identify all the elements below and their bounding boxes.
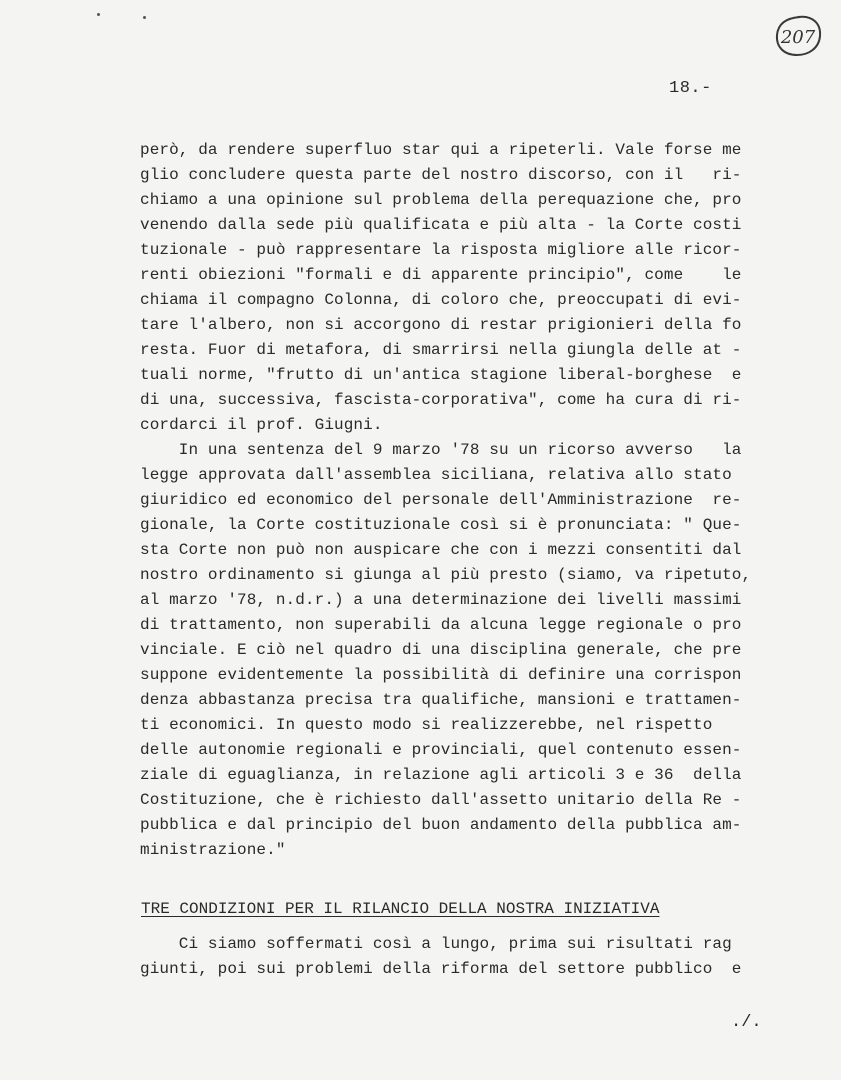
text-line: Ci siamo soffermati così a lungo, prima sui risultati rag [140,935,732,953]
text-line: venendo dalla sede più qualificata e più alta - la Corte costi [140,216,742,234]
text-line: giuridico ed economico del personale dell'Amministrazione re- [140,491,742,509]
scan-speck [97,13,100,16]
svg-text:207: 207 [780,27,816,48]
text-line: nostro ordinamento si giunga al più presto (siamo, va ripetuto, [140,566,752,584]
text-line: suppone evidentemente la possibilità di definire una corrispon [140,666,742,684]
scan-speck [143,16,146,19]
continuation-mark: ./. [731,1013,762,1032]
text-line: ziale di eguaglianza, in relazione agli articoli 3 e 36 della [140,766,742,784]
text-line: chiama il compagno Colonna, di coloro che, preoccupati di evi- [140,291,742,309]
text-line: ministrazione." [140,841,286,859]
text-line: chiamo a una opinione sul problema della perequazione che, pro [140,191,742,209]
text-line: ti economici. In questo modo si realizzerebbe, nel rispetto [140,716,713,734]
text-line: tuali norme, "frutto di un'antica stagione liberal-borghese e [140,366,742,384]
page-number: 18.- [669,79,712,98]
text-line: al marzo '78, n.d.r.) a una determinazione dei livelli massimi [140,591,742,609]
text-line: Costituzione, che è richiesto dall'assetto unitario della Re - [140,791,742,809]
text-line: di una, successiva, fascista-corporativa", come ha cura di ri- [140,391,742,409]
text-line: giunti, poi sui problemi della riforma del settore pubblico e [140,960,742,978]
text-line: delle autonomie regionali e provinciali, quel contenuto essen- [140,741,742,759]
text-line: resta. Fuor di metafora, di smarrirsi nella giungla delle at - [140,341,742,359]
text-line: renti obiezioni "formali e di apparente principio", come le [140,266,742,284]
text-line: però, da rendere superfluo star qui a ripeterli. Vale forse me [140,141,742,159]
paragraph-1 [140,138,780,438]
closing-paragraph [140,932,780,982]
text-line: denza abbastanza precisa tra qualifiche, mansioni e trattamen- [140,691,742,709]
text-line: legge approvata dall'assemblea siciliana, relativa allo stato [140,466,732,484]
text-line: tuzionale - può rappresentare la risposta migliore alle ricor- [140,241,742,259]
text-line: di trattamento, non superabili da alcuna legge regionale o pro [140,616,742,634]
text-line: vinciale. E ciò nel quadro di una disciplina generale, che pre [140,641,742,659]
paragraph-2 [140,438,780,863]
body-text [140,138,780,863]
text-line: gionale, la Corte costituzionale così si è pronunciata: " Que- [140,516,742,534]
text-line: glio concludere questa parte del nostro discorso, con il ri- [140,166,742,184]
text-line: tare l'albero, non si accorgono di restar prigionieri della fo [140,316,742,334]
section-heading: TRE CONDIZIONI PER IL RILANCIO DELLA NOSTRA INIZIATIVA [141,900,660,918]
archive-stamp-207 [773,14,823,58]
text-line: In una sentenza del 9 marzo '78 su un ricorso avverso la [140,441,742,459]
text-line: cordarci il prof. Giugni. [140,416,383,434]
text-line: pubblica e dal principio del buon andamento della pubblica am- [140,816,742,834]
text-line: sta Corte non può non auspicare che con i mezzi consentiti dal [140,541,742,559]
